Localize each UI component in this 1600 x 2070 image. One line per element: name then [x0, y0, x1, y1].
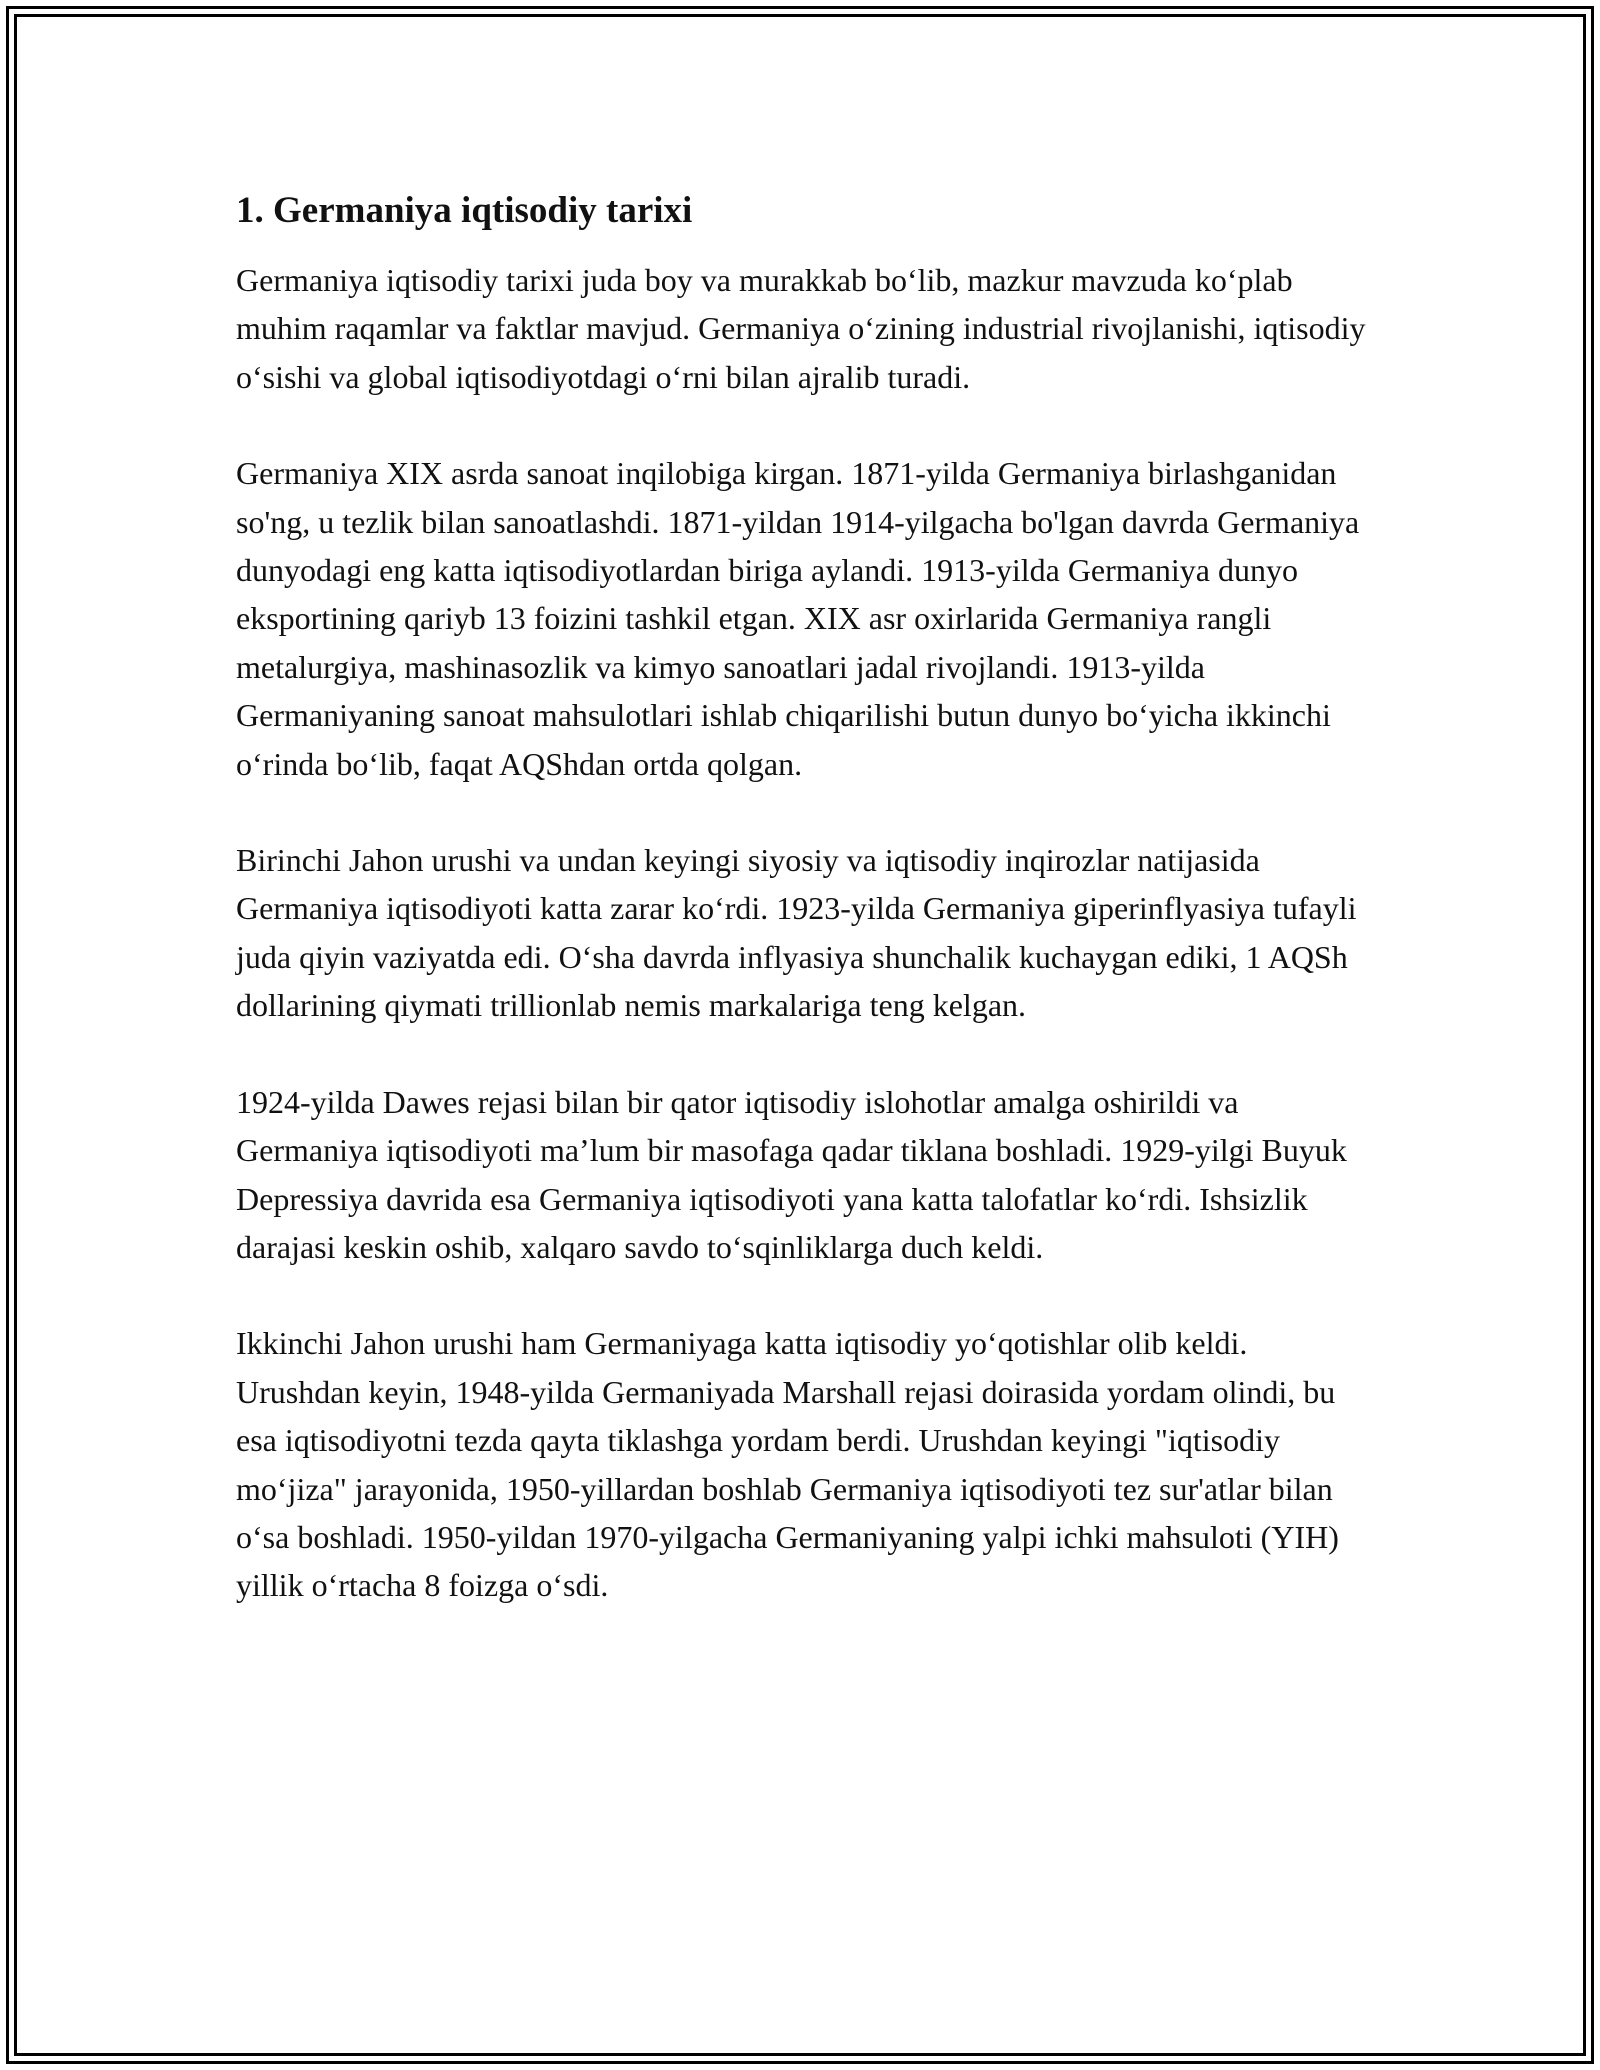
- paragraph-world-war-one: Birinchi Jahon urushi va undan keyingi siyosiy va iqtisodiy inqirozlar natijasida Germaniya iqtisodiyoti katta zarar ko‘rdi. 1923-yilda Germaniya giperinflyasiya tufayli juda qiyin vaziyatda edi. O‘sha davrda inflyasiya shunchalik kuchaygan ediki, 1 AQSh dollarining qiymati trillionlab nemis markalariga teng kelgan.: [236, 842, 1357, 1024]
- paragraph-dawes-plan: 1924-yilda Dawes rejasi bilan bir qator iqtisodiy islohotlar amalga oshirildi va Germaniya iqtisodiyoti ma’lum bir masofaga qadar tiklana boshladi. 1929-yilgi Buyuk Depressiya davrida esa Germaniya iqtisodiyoti yana katta talofatlar ko‘rdi. Ishsizlik darajasi keskin oshib, xalqaro savdo to‘sqinliklarga duch keldi.: [236, 1083, 1347, 1265]
- paragraph-world-war-two: Ikkinchi Jahon urushi ham Germaniyaga katta iqtisodiy yo‘qotishlar olib keldi. Urushdan keyin, 1948-yilda Germaniyada Marshall rejasi doirasida yordam olindi, bu esa iqtisodiyotni tezda qayta tiklashga yordam berdi. Urushdan keyingi "iqtisodiy mo‘jiza" jarayonida, 1950-yillardan boshlab Germaniya iqtisodiyoti tez sur'atlar bilan o‘sa boshladi. 1950-yildan 1970-yilgacha Germaniyaning yalpi ichki mahsuloti (YIH) yillik o‘rtacha 8 foizga o‘sdi.: [236, 1325, 1339, 1604]
- section-heading: 1. Germaniya iqtisodiy tarixi: [236, 190, 693, 231]
- paragraph-19th-century: Germaniya XIX asrda sanoat inqilobiga kirgan. 1871-yilda Germaniya birlashganidan so'ng, u tezlik bilan sanoatlashdi. 1871-yildan 1914-yilgacha bo'lgan davrda Germaniya dunyodagi eng katta iqtisodiyotlardan biriga aylandi. 1913-yilda Germaniya dunyo eksportining qariyb 13 foizini tashkil etgan. XIX asr oxirlarida Germaniya rangli metalurgiya, mashinasozlik va kimyo sanoatlari jadal rivojlandi. 1913-yilda Germaniyaning sanoat mahsulotlari ishlab chiqarilishi butun dunyo bo‘yicha ikkinchi o‘rinda bo‘lib, faqat AQShdan ortda qolgan.: [236, 455, 1360, 782]
- document-body: [236, 186, 1376, 1658]
- paragraph-industrial-intro: Germaniya iqtisodiy tarixi juda boy va murakkab bo‘lib, mazkur mavzuda ko‘plab muhim raqamlar va faktlar mavjud. Germaniya o‘zining industrial rivojlanishi, iqtisodiy o‘sishi va global iqtisodiyotdagi o‘rni bilan ajralib turadi.: [236, 262, 1366, 395]
